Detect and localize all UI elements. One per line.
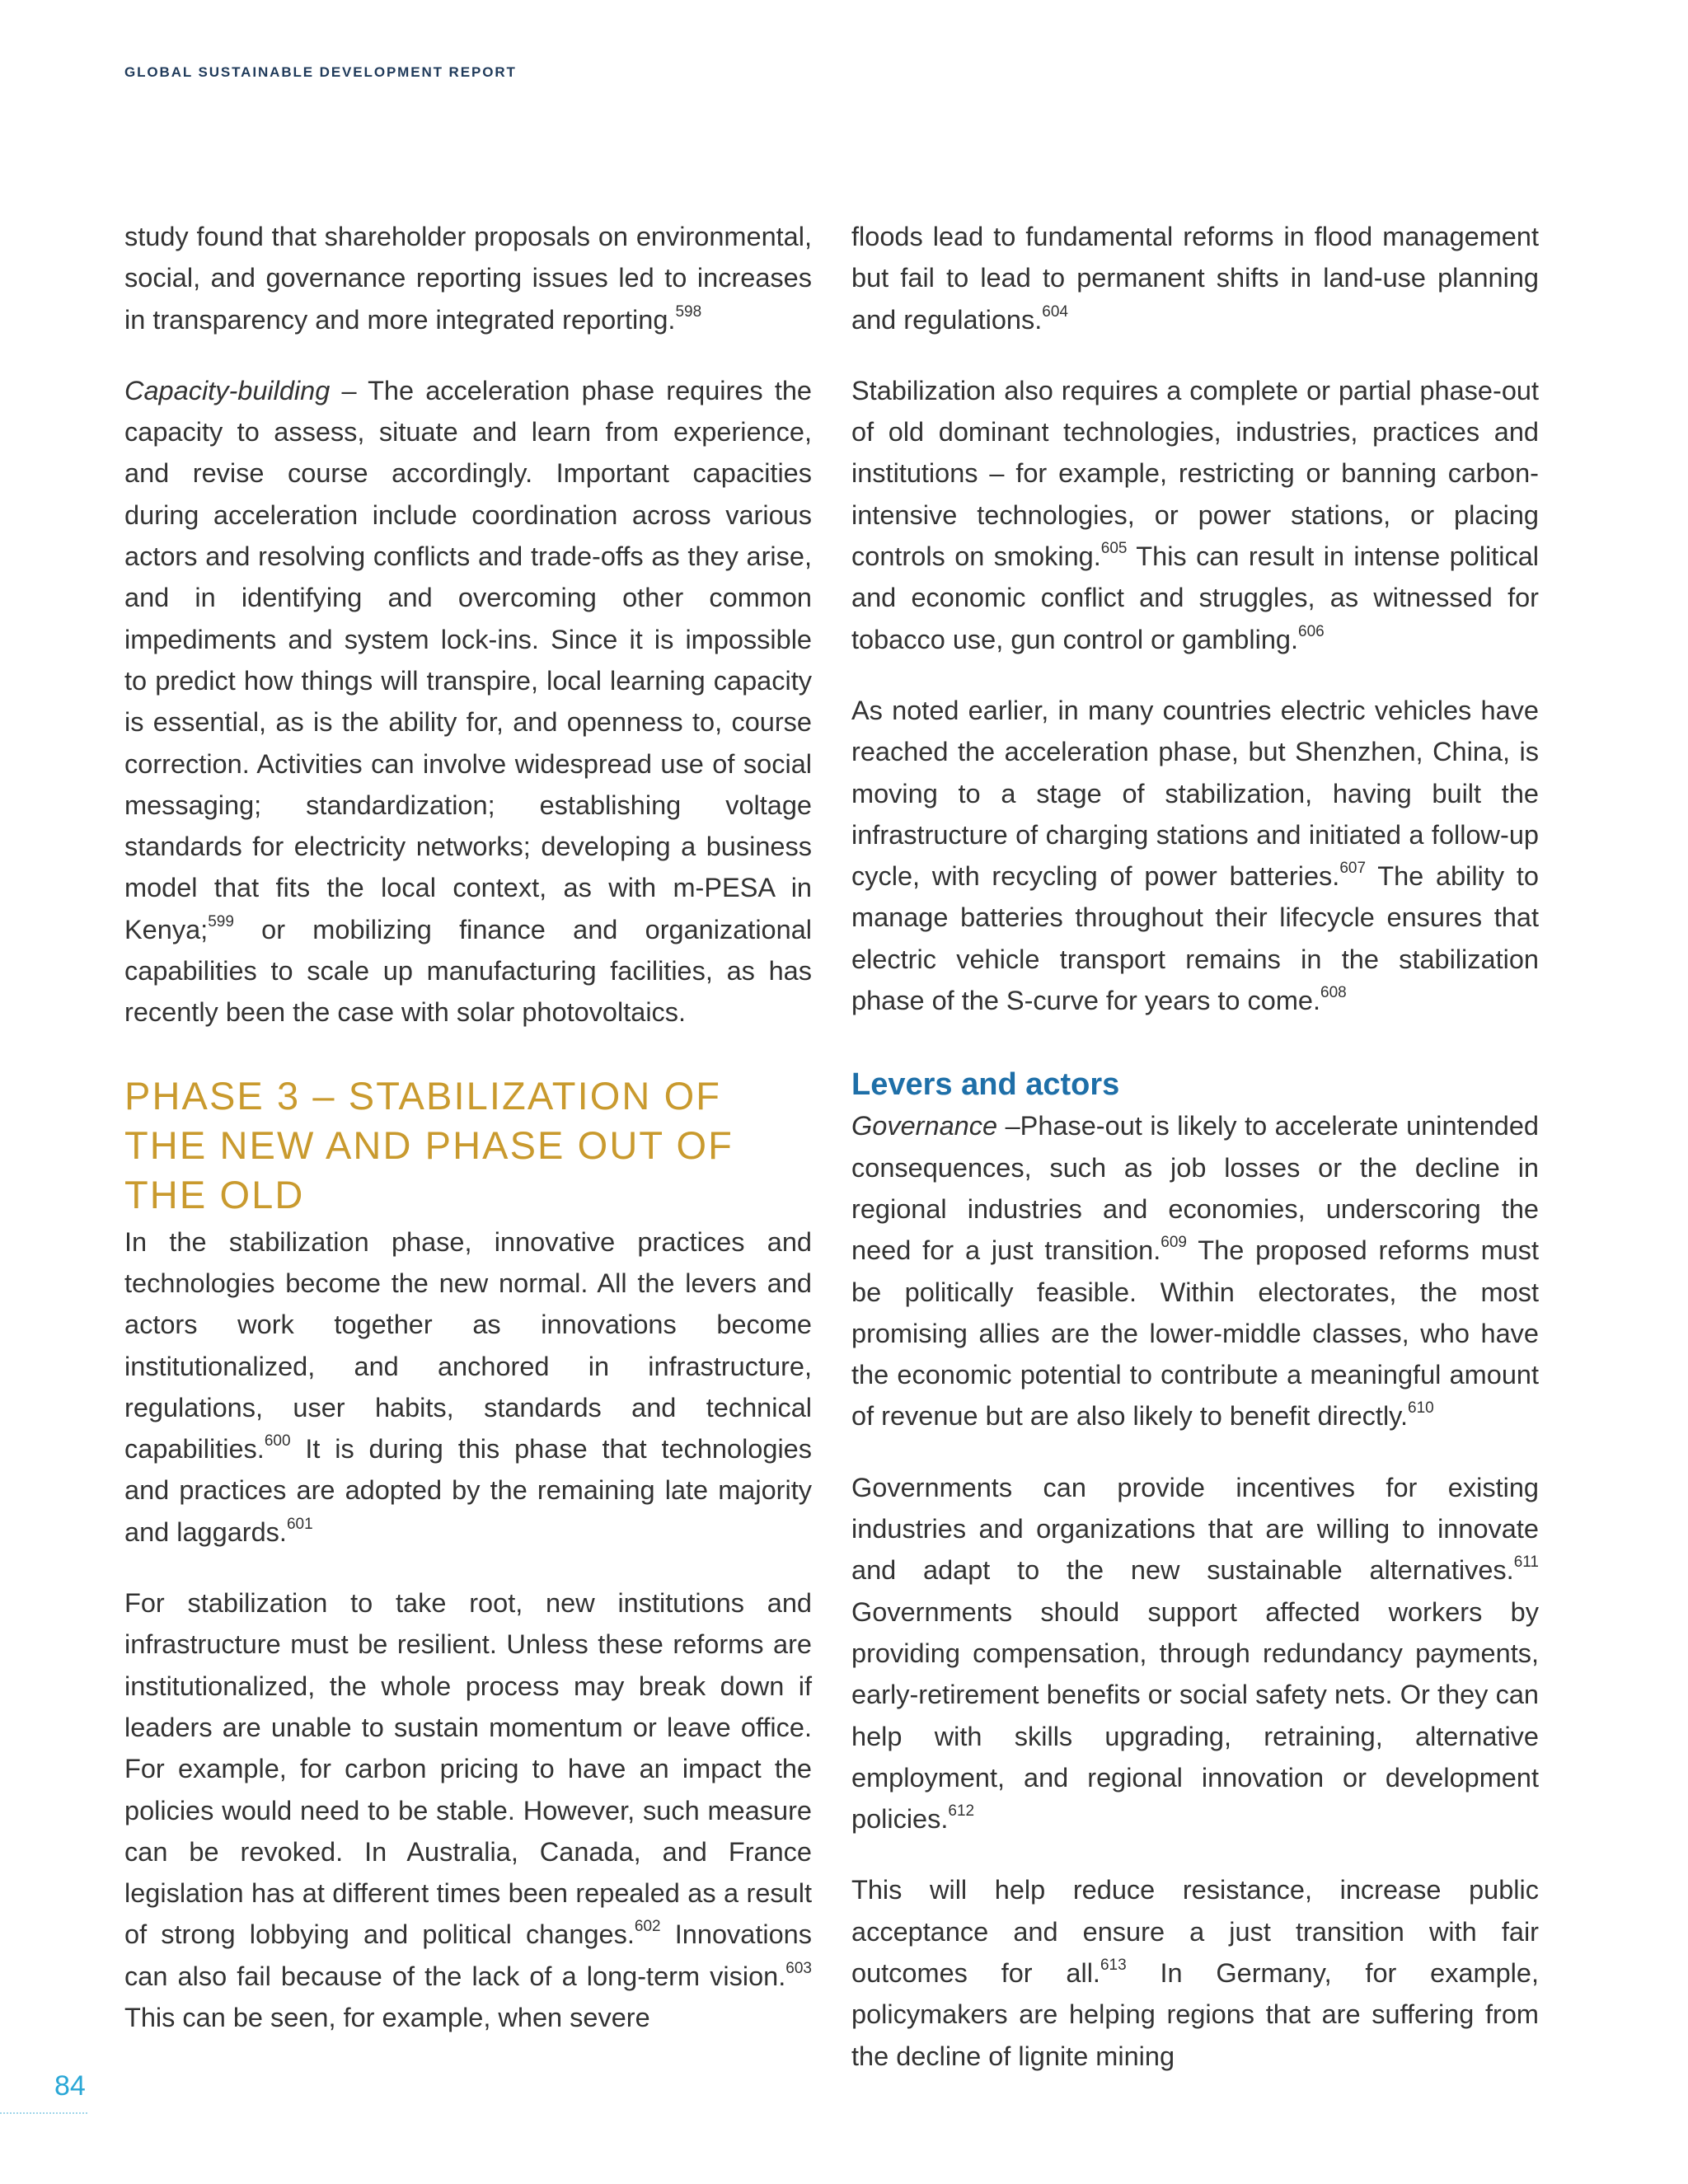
paragraph: As noted earlier, in many countries electric vehicles have reached the acceleration phase, but Shenzhen, China, is moving to a stage of stabilization, having built the infrastructure of charging stations and initiated a follow-up cycle, with recycling of power batteries.$^{607}$ The ability to manage batteries throughout their lifecycle ensures that electric vehicle transport remains in the stabilization phase of the S-curve for years to come.$^{608}$ [851, 695, 1540, 1016]
page-number: 84 [54, 2070, 86, 2102]
footnote-ref[interactable]: 605 [1100, 540, 1128, 558]
page-number-rule [0, 2112, 87, 2114]
footnote-ref[interactable]: 607 [1339, 860, 1367, 878]
section-heading: PHASE 3 – STABILIZATION OF THE NEW AND PHASE OUT OF THE OLD [124, 1073, 734, 1216]
lead-label: Capacity-building [124, 375, 331, 405]
footnote-ref[interactable]: 612 [948, 1802, 975, 1821]
paragraph-governance: Governance –Phase-out is likely to accelerate unintended consequences, such as job losses or the decline in regional industries and economies, underscoring the need for a just transition.$^{609}$ The proposed reforms must be politically feasible. Within electorates, the most promising allies are the lower-middle classes, who have the economic potential to contribute a meaningful amount of revenue but are also likely to benefit directly.$^{610}$ [851, 1111, 1539, 1432]
footnote-ref[interactable]: 602 [634, 1918, 661, 1936]
footnote-ref[interactable]: 604 [1042, 302, 1068, 321]
running-header: GLOBAL SUSTAINABLE DEVELOPMENT REPORT [124, 64, 517, 80]
footnote-ref[interactable]: 600 [264, 1432, 291, 1451]
right-column [851, 216, 1539, 2107]
paragraph: In the stabilization phase, innovative practices and technologies become the new normal. All the levers and actors work together as innovations become institutionalized, and anchored in infrastructure, regulations, user habits, standards and technical capabilities.$^{600}$ It is during this phase that technologies and practices are adopted by the remaining late majority and laggards.$^{601}$ [124, 1226, 812, 1547]
footnote-ref[interactable]: 610 [1408, 1399, 1434, 1418]
footnote-ref[interactable]: 598 [675, 302, 702, 321]
footnote-ref[interactable]: 613 [1100, 1956, 1127, 1974]
footnote-ref[interactable]: 603 [785, 1959, 812, 1977]
footnote-ref[interactable]: 606 [1298, 622, 1325, 640]
footnote-ref[interactable]: 608 [1320, 984, 1347, 1002]
paragraph: floods lead to fundamental reforms in flood management but fail to lead to permanent shifts in land-use planning and regulations.$^{604}$ [851, 222, 1539, 335]
paragraph: This will help reduce resistance, increase public acceptance and ensure a just transition with fair outcomes for all.$^{613}$ In Germany, for example, policymakers are helping regions that are suffering from the decline of lignite mining [851, 1875, 1540, 2071]
footnote-ref[interactable]: 611 [1513, 1554, 1539, 1572]
footnote-ref[interactable]: 609 [1160, 1234, 1187, 1252]
paragraph: Stabilization also requires a complete or partial phase-out of old dominant technologies, industries, practices and institutions – for example, restricting or banning carbon-intensive technologies, or power stations, or placing controls on smoking.$^{605}$ This can result in intense political and economic conflict and struggles, as witnessed for tobacco use, gun control or gambling.$^{606}$ [851, 375, 1539, 654]
footnote-ref[interactable]: 601 [286, 1515, 313, 1533]
paragraph: For stabilization to take root, new institutions and infrastructure must be resilient. Unless these reforms are institutionalized, the whole process may break down if leaders are unable to sustain momentum or leave office. For example, for carbon pricing to have an impact the policies would need to be stable. However, such measure can be revoked. In Australia, Canada, and France legislation has at different times been repealed as a result of strong lobbying and political changes.$^{602}$ Innovations can also fail because of the lack of a long-term vision.$^{603}$ This can be seen, for example, when severe [124, 1588, 812, 2032]
paragraph-capacity-building: Capacity-building – The acceleration phase requires the capacity to assess, situate and learn from experience, and revise course accordingly. Important capacities during acceleration include coordination across various actors and resolving conflicts and trade-offs as they arise, and in identifying and overcoming other common impediments and system lock-ins. Since it is impossible to predict how things will transpire, local learning capacity is essential, as is the ability for, and openness to, course correction. Activities can involve widespread use of social messaging; standardization; establishing voltage standards for electricity networks; developing a business model that fits the local context, as with m-PESA in Kenya;$^{599}$ or mobilizing finance and organizational capabilities to scale up manufacturing facilities, as has recently been the case with solar photovoltaics. [124, 375, 812, 1028]
lead-label: Governance [851, 1111, 998, 1141]
left-column [124, 216, 812, 2068]
paragraph: Governments can provide incentives for existing industries and organizations that are willing to innovate and adapt to the new sustainable alternatives.$^{611}$ Governments should support affected workers by providing compensation, through redundancy payments, early-retirement benefits or social safety nets. Or they can help with skills upgrading, retraining, alternative employment, and regional innovation or development policies.$^{612}$ [851, 1472, 1539, 1835]
footnote-ref[interactable]: 599 [208, 912, 234, 930]
paragraph: study found that shareholder proposals on environmental, social, and governance reporting issues led to increases in transparency and more integrated reporting.$^{598}$ [124, 222, 812, 335]
sub-heading: Levers and actors [851, 1067, 1120, 1103]
